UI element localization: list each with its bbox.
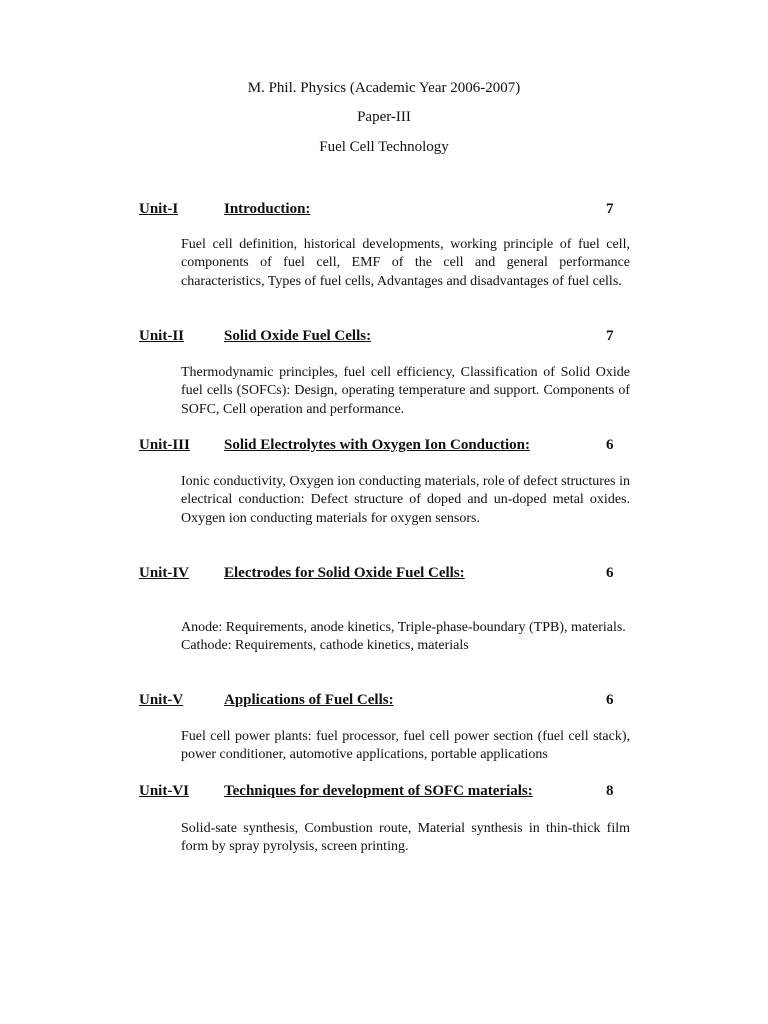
unit-title: Introduction: <box>224 201 311 217</box>
unit-label: Unit-III <box>139 437 190 453</box>
subject-heading: Fuel Cell Technology <box>319 139 449 155</box>
unit-title: Applications of Fuel Cells: <box>224 692 394 708</box>
course-heading: M. Phil. Physics (Academic Year 2006-2007) <box>247 80 521 96</box>
unit-title: Electrodes for Solid Oxide Fuel Cells: <box>224 565 465 581</box>
unit-description-4 <box>181 619 630 656</box>
unit-heading-2 <box>0 328 768 348</box>
unit-description-2 <box>181 364 630 419</box>
unit-hours: 8 <box>606 783 614 799</box>
unit-heading-3 <box>0 437 768 457</box>
unit-hours: 7 <box>606 201 614 217</box>
paper-heading: Paper-III <box>357 109 411 125</box>
unit-paragraph: Thermodynamic principles, fuel cell efficiency, Classification of Solid Oxide fuel cells (SOFCs): Design, operating temperature and support. Components of SOFC, Cell operation and performance. <box>181 365 630 417</box>
unit-hours: 7 <box>606 328 614 344</box>
unit-heading-6 <box>0 783 768 803</box>
unit-description-3 <box>181 473 630 528</box>
unit-heading-1 <box>0 201 768 221</box>
unit-paragraph: Cathode: Requirements, cathode kinetics, materials <box>181 638 469 654</box>
unit-paragraph: Fuel cell power plants: fuel processor, fuel cell power section (fuel cell stack), power conditioner, automotive applications, portable applications <box>181 729 630 763</box>
unit-paragraph: Solid-sate synthesis, Combustion route, Material synthesis in thin-thick film form by spray pyrolysis, screen printing. <box>181 821 630 855</box>
unit-paragraph: Anode: Requirements, anode kinetics, Triple-phase-boundary (TPB), materials. <box>181 620 626 635</box>
unit-paragraph: Ionic conductivity, Oxygen ion conducting materials, role of defect structures in electrical conduction: Defect structure of doped and un-doped metal oxides. Oxygen ion conducting materials for oxygen sensors. <box>181 474 630 526</box>
unit-paragraph: Fuel cell definition, historical developments, working principle of fuel cell, components of fuel cell, EMF of the cell and general performance characteristics, Types of fuel cells, Advantages and disadvantages of fuel cells. <box>181 237 630 289</box>
unit-hours: 6 <box>606 437 614 453</box>
unit-label: Unit-IV <box>139 565 190 581</box>
unit-heading-5 <box>0 692 768 712</box>
unit-label: Unit-II <box>139 328 185 344</box>
unit-hours: 6 <box>606 692 614 708</box>
unit-description-5 <box>181 728 630 765</box>
unit-description-6 <box>181 820 630 857</box>
unit-label: Unit-VI <box>139 783 190 799</box>
unit-title: Techniques for development of SOFC materials: <box>224 783 533 799</box>
unit-heading-4 <box>0 565 768 585</box>
unit-label: Unit-V <box>139 692 184 708</box>
unit-label: Unit-I <box>139 201 179 217</box>
unit-title: Solid Oxide Fuel Cells: <box>224 328 372 344</box>
unit-hours: 6 <box>606 565 614 581</box>
unit-title: Solid Electrolytes with Oxygen Ion Conduction: <box>224 437 530 453</box>
unit-description-1 <box>181 236 630 291</box>
